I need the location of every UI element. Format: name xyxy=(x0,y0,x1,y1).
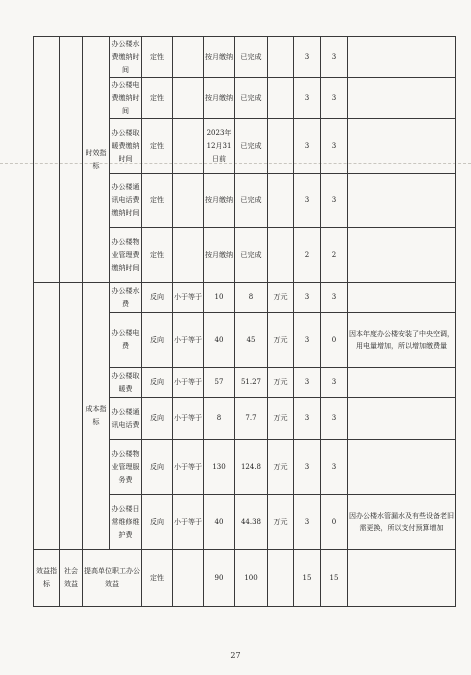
table-row xyxy=(34,550,456,607)
weight-value: 3 xyxy=(294,78,321,119)
remark-cell: 因办公楼水管漏水及有些设备老旧需更换，所以支付预算增加 xyxy=(348,495,456,550)
actual-value: 100 xyxy=(235,550,268,607)
target-value: 40 xyxy=(204,313,235,368)
indicator-attribute: 反向 xyxy=(142,398,173,440)
unit-cell xyxy=(268,550,294,607)
indicator-name: 办公楼电费缴纳时间 xyxy=(110,78,142,119)
target-value: 40 xyxy=(204,495,235,550)
score-value: 3 xyxy=(321,119,348,174)
remark-cell xyxy=(348,119,456,174)
actual-value: 45 xyxy=(235,313,268,368)
weight-value: 3 xyxy=(294,398,321,440)
actual-value: 44.38 xyxy=(235,495,268,550)
indicator-name: 办公楼取暖费 xyxy=(110,368,142,398)
first-level-blank-cell xyxy=(34,37,60,283)
remark-cell xyxy=(348,283,456,313)
unit-cell: 万元 xyxy=(268,398,294,440)
remark-cell: 因本年度办公楼安装了中央空调，用电量增加，所以增加缴费量 xyxy=(348,313,456,368)
comparison-cell: 小于等于 xyxy=(173,495,204,550)
indicator-name: 办公楼物业管理费缴纳时间 xyxy=(110,228,142,283)
comparison-cell xyxy=(173,228,204,283)
remark-cell xyxy=(348,37,456,78)
remark-cell xyxy=(348,228,456,283)
indicator-attribute: 定性 xyxy=(142,174,173,228)
target-value: 按月缴纳 xyxy=(204,228,235,283)
target-value: 130 xyxy=(204,440,235,495)
indicator-attribute: 反向 xyxy=(142,283,173,313)
weight-value: 3 xyxy=(294,495,321,550)
second-level-blank-cell xyxy=(60,37,83,283)
comparison-cell: 小于等于 xyxy=(173,398,204,440)
unit-cell: 万元 xyxy=(268,495,294,550)
weight-value: 15 xyxy=(294,550,321,607)
comparison-cell xyxy=(173,119,204,174)
unit-cell xyxy=(268,174,294,228)
comparison-cell: 小于等于 xyxy=(173,368,204,398)
actual-value: 已完成 xyxy=(235,78,268,119)
unit-cell: 万元 xyxy=(268,440,294,495)
actual-value: 已完成 xyxy=(235,37,268,78)
comparison-cell: 小于等于 xyxy=(173,313,204,368)
target-value: 2023年12月31日前 xyxy=(204,119,235,174)
indicator-attribute: 反向 xyxy=(142,440,173,495)
unit-cell: 万元 xyxy=(268,368,294,398)
remark-cell xyxy=(348,174,456,228)
actual-value: 8 xyxy=(235,283,268,313)
comparison-cell: 小于等于 xyxy=(173,283,204,313)
group-label-benefit: 效益指标 xyxy=(34,550,60,607)
score-value: 3 xyxy=(321,440,348,495)
indicator-attribute: 反向 xyxy=(142,313,173,368)
comparison-cell xyxy=(173,174,204,228)
actual-value: 124.8 xyxy=(235,440,268,495)
actual-value: 已完成 xyxy=(235,119,268,174)
unit-cell xyxy=(268,228,294,283)
remark-cell xyxy=(348,440,456,495)
unit-cell: 万元 xyxy=(268,283,294,313)
actual-value: 51.27 xyxy=(235,368,268,398)
indicator-name: 办公楼取暖费缴纳时间 xyxy=(110,119,142,174)
comparison-cell xyxy=(173,550,204,607)
page-number: 27 xyxy=(230,651,241,660)
score-value: 3 xyxy=(321,78,348,119)
score-value: 3 xyxy=(321,37,348,78)
target-value: 按月缴纳 xyxy=(204,174,235,228)
weight-value: 3 xyxy=(294,283,321,313)
target-value: 按月缴纳 xyxy=(204,37,235,78)
weight-value: 3 xyxy=(294,368,321,398)
first-level-blank-cell xyxy=(34,283,60,550)
score-value: 0 xyxy=(321,495,348,550)
group-label-cost: 成本指标 xyxy=(83,283,110,550)
indicator-attribute: 定性 xyxy=(142,550,173,607)
second-level-blank-cell xyxy=(60,283,83,550)
target-value: 8 xyxy=(204,398,235,440)
weight-value: 3 xyxy=(294,37,321,78)
comparison-cell xyxy=(173,37,204,78)
weight-value: 2 xyxy=(294,228,321,283)
indicator-name: 办公楼水费缴纳时间 xyxy=(110,37,142,78)
group-label-social-benefit: 社会效益 xyxy=(60,550,83,607)
comparison-cell: 小于等于 xyxy=(173,440,204,495)
weight-value: 3 xyxy=(294,440,321,495)
unit-cell xyxy=(268,119,294,174)
performance-indicator-table xyxy=(33,36,456,607)
indicator-name: 办公楼通讯电话费缴纳时间 xyxy=(110,174,142,228)
actual-value: 已完成 xyxy=(235,228,268,283)
indicator-name: 办公楼通讯电话费 xyxy=(110,398,142,440)
score-value: 15 xyxy=(321,550,348,607)
score-value: 3 xyxy=(321,174,348,228)
unit-cell xyxy=(268,78,294,119)
indicator-name: 提高单位职工办公效益 xyxy=(83,550,142,607)
score-value: 0 xyxy=(321,313,348,368)
indicator-attribute: 反向 xyxy=(142,368,173,398)
actual-value: 7.7 xyxy=(235,398,268,440)
score-value: 2 xyxy=(321,228,348,283)
table-row xyxy=(34,37,456,78)
unit-cell: 万元 xyxy=(268,313,294,368)
weight-value: 3 xyxy=(294,119,321,174)
remark-cell xyxy=(348,398,456,440)
target-value: 57 xyxy=(204,368,235,398)
remark-cell xyxy=(348,550,456,607)
weight-value: 3 xyxy=(294,174,321,228)
indicator-attribute: 定性 xyxy=(142,78,173,119)
indicator-attribute: 定性 xyxy=(142,228,173,283)
score-value: 3 xyxy=(321,398,348,440)
indicator-name: 办公楼电费 xyxy=(110,313,142,368)
target-value: 10 xyxy=(204,283,235,313)
group-label-timeliness: 时效指标 xyxy=(83,37,110,283)
indicator-attribute: 反向 xyxy=(142,495,173,550)
score-value: 3 xyxy=(321,368,348,398)
target-value: 90 xyxy=(204,550,235,607)
indicator-attribute: 定性 xyxy=(142,119,173,174)
actual-value: 已完成 xyxy=(235,174,268,228)
indicator-attribute: 定性 xyxy=(142,37,173,78)
indicator-name: 办公楼日常维修维护费 xyxy=(110,495,142,550)
remark-cell xyxy=(348,368,456,398)
indicator-name: 办公楼物业管理服务费 xyxy=(110,440,142,495)
comparison-cell xyxy=(173,78,204,119)
unit-cell xyxy=(268,37,294,78)
indicator-name: 办公楼水费 xyxy=(110,283,142,313)
remark-cell xyxy=(348,78,456,119)
target-value: 按月缴纳 xyxy=(204,78,235,119)
weight-value: 3 xyxy=(294,313,321,368)
score-value: 3 xyxy=(321,283,348,313)
table-row xyxy=(34,283,456,313)
